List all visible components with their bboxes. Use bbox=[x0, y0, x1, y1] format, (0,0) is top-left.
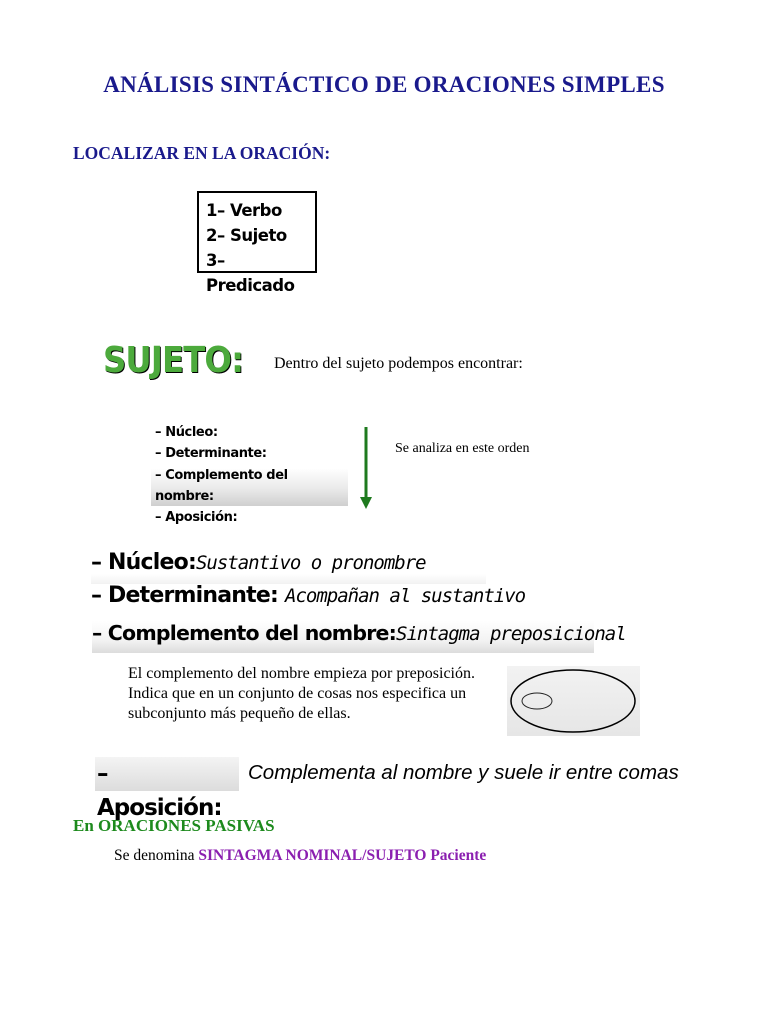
order-item-aposicion: – Aposición: bbox=[155, 510, 238, 526]
pasivas-heading: En ORACIONES PASIVAS bbox=[73, 816, 275, 835]
pasivas-line bbox=[114, 847, 486, 865]
order-item-complemento: – Complemento del nombre: bbox=[155, 467, 288, 504]
page-title: ANÁLISIS SINTÁCTICO DE ORACIONES SIMPLES bbox=[103, 72, 665, 97]
order-item-determinante: – Determinante: bbox=[155, 446, 267, 462]
steps-box bbox=[197, 191, 317, 295]
definition-complemento bbox=[92, 621, 626, 653]
definition-desc: Sintagma preposicional bbox=[396, 623, 626, 645]
definition-desc: Acompañan al sustantivo bbox=[285, 585, 526, 607]
subset-ellipse bbox=[522, 693, 552, 709]
definition-desc: Sustantivo o pronombre bbox=[195, 552, 426, 574]
definition-nucleo bbox=[91, 550, 486, 584]
section-subtitle: LOCALIZAR EN LA ORACIÓN: bbox=[73, 143, 331, 163]
definition-determinante bbox=[91, 583, 525, 608]
subset-diagram bbox=[507, 666, 640, 736]
order-list bbox=[151, 422, 348, 526]
step-verbo: 1– Verbo bbox=[206, 201, 282, 220]
order-item-nucleo: – Núcleo: bbox=[155, 425, 218, 440]
aposicion-desc: Complementa al nombre y suele ir entre comas bbox=[248, 761, 679, 784]
down-arrow-icon bbox=[358, 427, 374, 511]
pasivas-term: SINTAGMA NOMINAL/SUJETO Paciente bbox=[198, 847, 487, 864]
sujeto-description: Dentro del sujeto podempos encontrar: bbox=[274, 355, 523, 372]
definition-term: – Determinante: bbox=[91, 583, 278, 608]
step-predicado: 3– Predicado bbox=[206, 251, 295, 295]
definition-term: – Complemento del nombre: bbox=[92, 621, 397, 645]
set-ellipse bbox=[511, 670, 635, 732]
sujeto-heading: SUJETO: bbox=[103, 340, 244, 381]
order-note: Se analiza en este orden bbox=[395, 441, 530, 456]
complemento-explanation: El complemento del nombre empieza por preposición. Indica que en un conjunto de cosas nos especifica un subconjunto más pequeño de ellas. bbox=[128, 665, 475, 722]
step-sujeto: 2– Sujeto bbox=[206, 226, 287, 245]
pasivas-lead: Se denomina bbox=[114, 847, 195, 864]
definition-term: – Núcleo: bbox=[91, 550, 196, 575]
aposicion-term: – Aposición: bbox=[95, 757, 239, 791]
